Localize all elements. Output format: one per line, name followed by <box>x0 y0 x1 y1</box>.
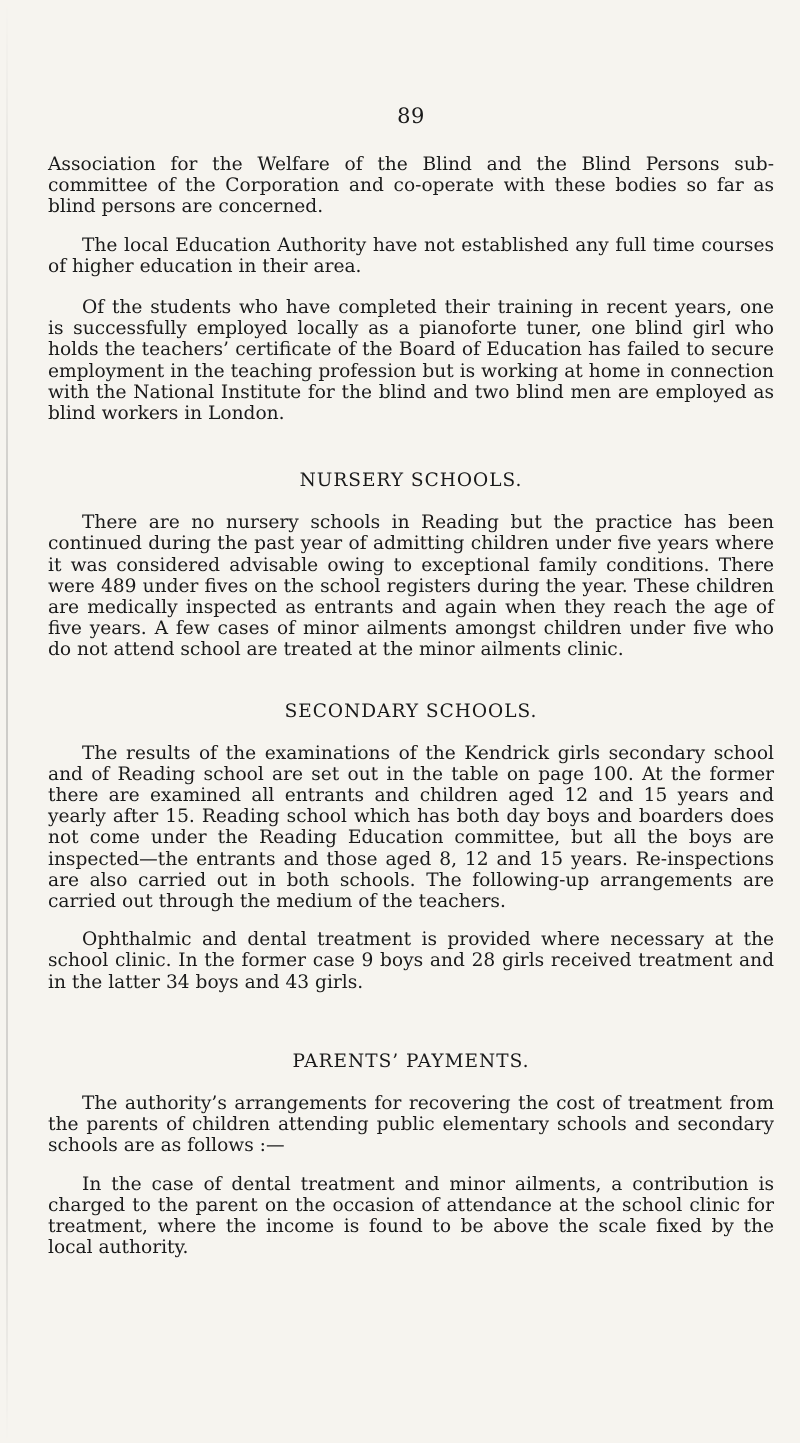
nursery-schools-heading: NURSERY SCHOOLS. <box>299 470 523 492</box>
page-binding-edge <box>6 0 8 1443</box>
parents-paragraph-2: In the case of dental treatment and minor ailments, a contribution is charged to the parent on the occasion of attendance at the school clinic for treatment, where the income is found to be above the scale fixed by the local authority. <box>48 1173 774 1259</box>
page-number: 89 <box>397 104 425 128</box>
secondary-paragraph-1: The results of the examinations of the Kendrick girls secondary school and of Reading school are set out in the table on page 100. At the former there are examined all entrants and children aged 12 and 15 years and yearly after 15. Reading school which has both day boys and boarders does not come under the Reading Education committee, but all the boys are inspected—the entrants and those aged 8, 12 and 15 years. Re-inspections are also carried out in both schools. The following-up arrangements are carried out through the medium of the teachers. <box>48 742 774 913</box>
nursery-paragraph: There are no nursery schools in Reading but the practice has been continued during the past year of admitting children under five years where it was considered advisable owing to exceptional family conditions. There were 489 under fives on the school registers during the year. These children are medically inspected as entrants and again when they reach the age of five years. A few cases of minor ailments amongst children under five who do not attend school are treated at the minor ailments clinic. <box>48 512 774 661</box>
secondary-paragraph-2: Ophthalmic and dental treatment is provided where necessary at the school clinic. In the former case 9 boys and 28 girls received treatment and in the latter 34 boys and 43 girls. <box>48 929 774 993</box>
document-page <box>48 104 774 1258</box>
secondary-schools-heading: SECONDARY SCHOOLS. <box>284 700 538 722</box>
intro-paragraph-2: The local Education Authority have not established any full time courses of higher education in their area. <box>48 234 774 277</box>
parents-payments-heading: PARENTS’ PAYMENTS. <box>292 1050 530 1072</box>
intro-paragraph-1: Association for the Welfare of the Blind and the Blind Persons sub-committee of the Corporation and co-operate with these bodies so far as blind persons are concerned. <box>48 154 774 218</box>
intro-paragraph-3: Of the students who have completed their training in recent years, one is successfully employed locally as a pianoforte tuner, one blind girl who holds the teachers’ certificate of the Board of Education has failed to secure employment in the teaching profession but is working at home in connection with the National Institute for the blind and two blind men are employed as blind workers in London. <box>48 297 774 425</box>
parents-paragraph-1: The authority’s arrangements for recovering the cost of treatment from the parents of children attending public elementary schools and secondary schools are as follows :— <box>48 1092 774 1157</box>
